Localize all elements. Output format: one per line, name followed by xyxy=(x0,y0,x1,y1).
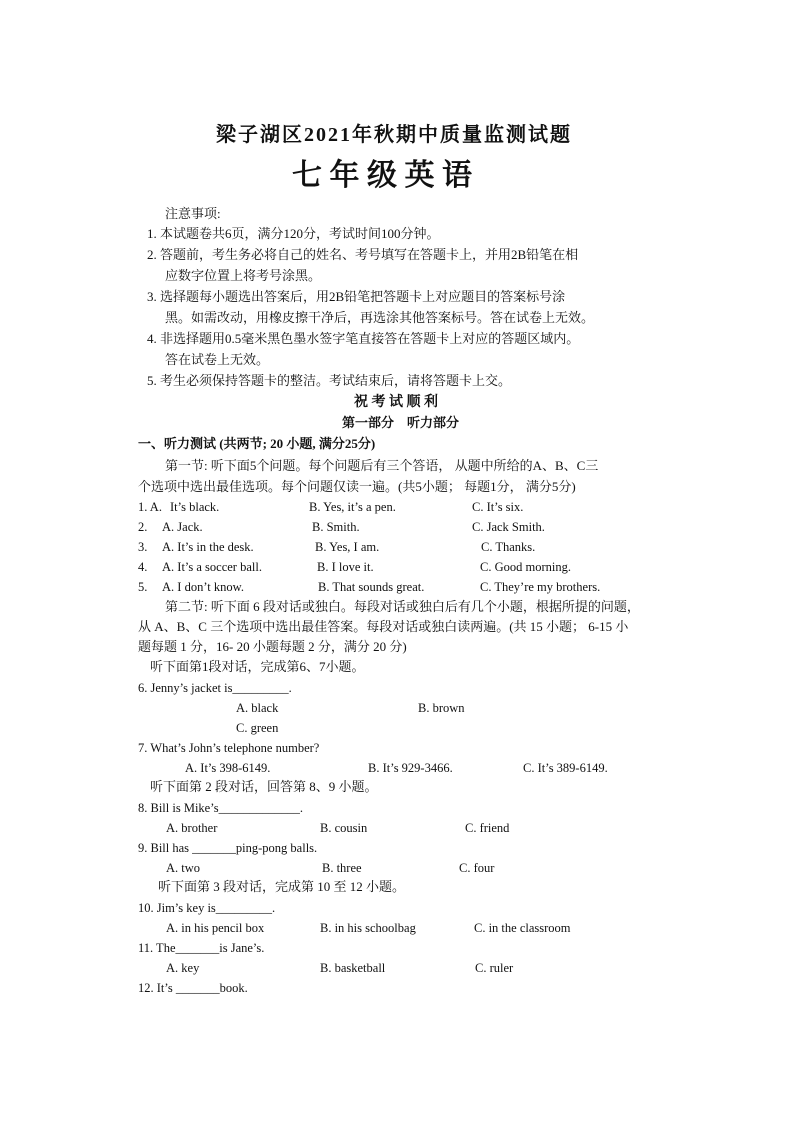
option-a: It’s black. xyxy=(170,500,220,514)
dialog-instruction: 听下面第 2 段对话，回答第 8、9 小题。 xyxy=(150,779,378,794)
option-a: A. It’s a soccer ball. xyxy=(162,560,262,574)
section2-intro: 第二节: 听下面 6 段对话或独白。每段对话或独白后有几个小题，根据所提的问题， xyxy=(165,599,640,614)
note-item: 5. 考生必须保持答题卡的整洁。考试结束后，请将答题卡上交。 xyxy=(147,373,512,388)
option-a: A. brother xyxy=(166,821,218,835)
option-c: C. friend xyxy=(465,821,510,835)
note-item: 黑。如需改动，用橡皮擦干净后，再选涂其他答案标号。答在试卷上无效。 xyxy=(165,310,595,325)
dialog-instruction: 听下面第1段对话，完成第6、7小题。 xyxy=(150,659,365,674)
question-number: 5. xyxy=(138,580,148,594)
option-b: B. That sounds great. xyxy=(318,580,425,594)
question-stem: 11. The_______is Jane’s. xyxy=(138,941,265,955)
section2-intro: 题每题 1 分，16- 20 小题每题 2 分，满分 20 分) xyxy=(138,639,407,654)
question-stem: 6. Jenny’s jacket is_________. xyxy=(138,681,292,695)
section1-intro: 第一节: 听下面5个问题。每个问题后有三个答语， 从题中所给的A、B、C三 xyxy=(165,458,599,473)
option-a: A. key xyxy=(166,961,200,975)
section2-intro: 从 A、B、C 三个选项中选出最佳答案。每段对话或独白读两遍。(共 15 小题； 6-15 小 xyxy=(138,619,629,634)
option-c: C. It’s six. xyxy=(472,500,524,514)
option-c: C. Good morning. xyxy=(480,560,571,574)
option-a: A. black xyxy=(236,701,279,715)
option-c: C. Jack Smith. xyxy=(472,520,545,534)
question-stem: 10. Jim’s key is_________. xyxy=(138,901,276,915)
option-c: C. in the classroom xyxy=(474,921,571,935)
option-a: A. I don’t know. xyxy=(162,580,244,594)
note-item: 答在试卷上无效。 xyxy=(165,352,270,367)
option-b: B. Smith. xyxy=(312,520,360,534)
subject-title: 七 年 级 英 语 xyxy=(292,159,472,192)
option-c: C. Thanks. xyxy=(481,540,536,554)
option-b: B. brown xyxy=(418,701,465,715)
section1-intro: 个选项中选出最佳选项。每个问题仅读一遍。(共5小题； 每题1分， 满分5分) xyxy=(138,479,576,494)
option-b: B. Yes, I am. xyxy=(315,540,380,554)
note-item: 3. 选择题每小题选出答案后，用2B铅笔把答题卡上对应题目的答案标号涂 xyxy=(147,289,566,304)
question-number: 3. xyxy=(138,540,148,554)
exam-title: 梁子湖区2021年秋期中质量监测试题 xyxy=(216,124,572,146)
option-a: A. Jack. xyxy=(162,520,203,534)
option-b: B. three xyxy=(322,861,362,875)
option-b: B. It’s 929-3466. xyxy=(368,761,453,775)
option-b: B. cousin xyxy=(320,821,368,835)
note-item: 2. 答题前，考生务必将自己的姓名、考号填写在答题卡上，并用2B铅笔在相 xyxy=(147,247,579,262)
option-a: A. in his pencil box xyxy=(166,921,265,935)
section-title: 一、听力测试 (共两节; 20 小题, 满分25分) xyxy=(138,436,376,451)
note-item: 4. 非选择题用0.5毫米黑色墨水签字笔直接答在答题卡上对应的答题区域内。 xyxy=(147,331,580,346)
option-c: C. They’re my brothers. xyxy=(480,580,601,594)
note-item: 1. 本试题卷共6页，满分120分，考试时间100分钟。 xyxy=(147,226,440,241)
question-number: 4. xyxy=(138,560,148,574)
option-a: A. It’s in the desk. xyxy=(162,540,254,554)
question-stem: 12. It’s _______book. xyxy=(138,981,248,995)
question-number: 2. xyxy=(138,520,148,534)
question-stem: 9. Bill has _______ping-pong balls. xyxy=(138,841,318,855)
option-b: B. Yes, it’s a pen. xyxy=(309,500,396,514)
option-a: A. two xyxy=(166,861,201,875)
question-stem: 8. Bill is Mike’s_____________. xyxy=(138,801,303,815)
option-a: A. It’s 398-6149. xyxy=(185,761,271,775)
option-b: B. I love it. xyxy=(317,560,374,574)
dialog-instruction: 听下面第 3 段对话，完成第 10 至 12 小题。 xyxy=(158,879,406,894)
option-b: B. basketball xyxy=(320,961,386,975)
note-item: 应数字位置上将考号涂黑。 xyxy=(165,268,322,283)
option-b: B. in his schoolbag xyxy=(320,921,416,935)
question-stem: 7. What’s John’s telephone number? xyxy=(138,741,320,755)
blessing: 祝 考 试 顺 利 xyxy=(354,395,438,410)
option-c: C. four xyxy=(459,861,495,875)
option-c: C. It’s 389-6149. xyxy=(523,761,608,775)
option-c: C. green xyxy=(236,721,279,735)
part-title: 第一部分 听力部分 xyxy=(342,415,460,430)
question-number: 1. A. xyxy=(138,500,162,514)
option-c: C. ruler xyxy=(475,961,514,975)
notes-heading: 注意事项: xyxy=(165,206,221,221)
